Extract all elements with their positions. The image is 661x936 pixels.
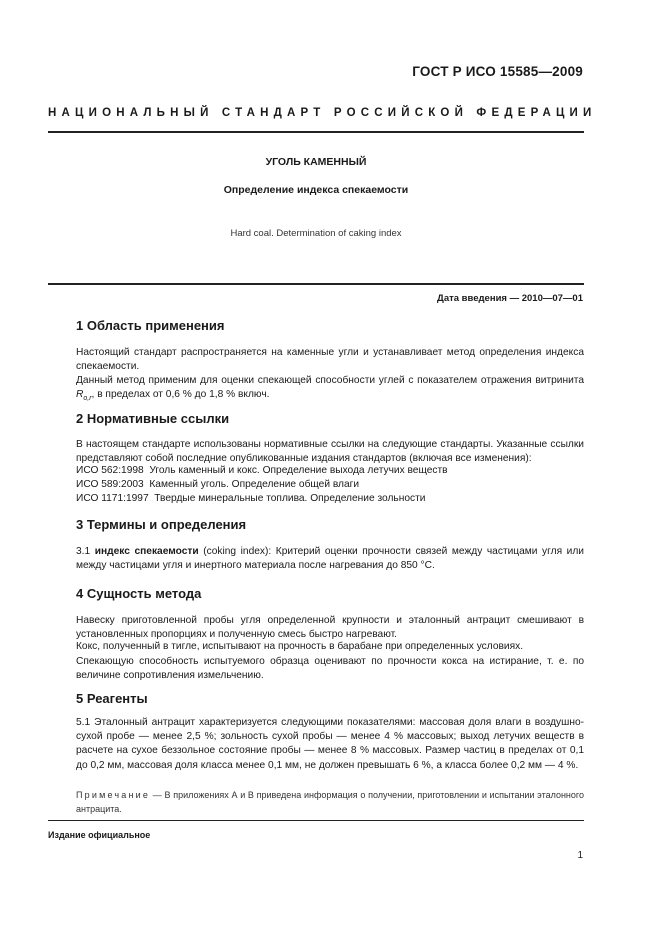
section-1-paragraph-1: Настоящий стандарт распространяется на каменные угли и устанавливает метод определения индекса спекаемости.	[76, 347, 584, 373]
note: Примечание — В приложениях А и В приведена информация о получении, приготовлении и испытании эталонного антрацита.	[76, 790, 584, 814]
section-4-paragraph-1: Навеску приготовленной пробы угля определенной крупности и эталонный антрацит смешивают в установленных пропорциях и полученную смесь быстро нагревают.	[76, 615, 584, 641]
reference-item: ИСО 589:2003 Каменный уголь. Определение общей влаги	[76, 479, 360, 490]
section-4-paragraph-3: Спекающую способность испытуемого образца оценивают по прочности кокса на истирание, т. е. по величине сопротивления измельчению.	[76, 656, 584, 682]
footer-divider	[48, 820, 584, 821]
note-label: Примечание	[76, 790, 151, 800]
english-title: Hard coal. Determination of caking index	[230, 228, 402, 239]
section-4-heading: 4 Сущность метода	[76, 586, 202, 601]
section-1-heading: 1 Область применения	[76, 318, 225, 333]
section-3-heading: 3 Термины и определения	[76, 517, 247, 532]
document-subtitle: Определение индекса спекаемости	[223, 184, 409, 196]
section-5-heading: 5 Реагенты	[76, 691, 148, 706]
section-2-paragraph: В настоящем стандарте использованы нормативные ссылки на следующие стандарты. Указанные ссылки представляют собой последние опубликованные издания стандартов (включая все изменения):	[76, 439, 584, 465]
section-2-heading: 2 Нормативные ссылки	[76, 411, 230, 426]
edition-label: Издание официальное	[48, 830, 151, 840]
reference-item: ИСО 562:1998 Уголь каменный и кокс. Определение выхода летучих веществ	[76, 465, 448, 476]
top-divider	[48, 131, 584, 133]
reference-item: ИСО 1171:1997 Твердые минеральные топлива. Определение зольности	[76, 493, 426, 504]
term-name: индекс спекаемости	[94, 546, 199, 557]
national-standard-banner: НАЦИОНАЛЬНЫЙ СТАНДАРТ РОССИЙСКОЙ ФЕДЕРАЦИИ	[48, 107, 597, 119]
section-1-paragraph-2: Данный метод применим для оценки спекающей способности углей с показателем отражения витринита $R_{o,r}$, в пределах от 0,6 % до 1,8 % включ.	[76, 375, 584, 403]
document-number: ГОСТ Р ИСО 15585—2009	[412, 64, 583, 79]
introduction-date: Дата введения — 2010—07—01	[437, 293, 583, 304]
page-number: 1	[577, 850, 583, 861]
section-5-paragraph: 5.1 Эталонный антрацит характеризуется следующими показателями: массовая доля влаги в воздушно-сухой пробе — менее 2,5 %; зольность сухой пробы — менее 4 % массовых; выход летучих веществ в расчете на сухое беззольное состояние пробы — менее 8 % массовых. Размер частиц в пределах от 0,1 до 0,2 мм, массовая доля класса менее 0,1 мм, не должен превышать 6 %, а класса более 0,2 мм — 4 %.	[76, 717, 584, 771]
term-definition: 3.1 индекс спекаемости (coking index): Критерий оценки прочности связей между частицами угля или между частицами угля и инертного материала после нагревания до 850 °С.	[76, 546, 584, 572]
section-4-paragraph-2: Кокс, полученный в тигле, испытывают на прочность в барабане при определенных условиях.	[76, 641, 524, 652]
document-title: УГОЛЬ КАМЕННЫЙ	[265, 156, 367, 168]
title-divider	[48, 283, 584, 285]
